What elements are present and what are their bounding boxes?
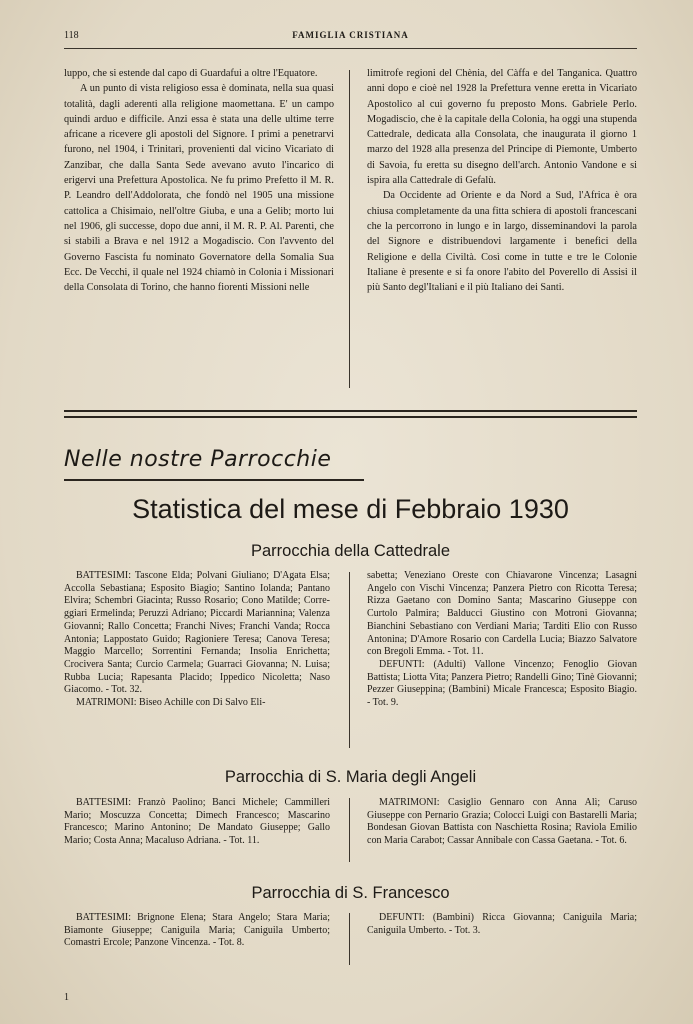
column-divider [349,572,350,748]
parish-title: Parrocchia di S. Francesco [251,884,450,902]
article-left-column [64,66,334,295]
parish-entry: BATTESIMI: Brignone Elena; Stara Angelo; Stara Maria; Biamonte Giuseppe; Caniguila Maria; Caniguila Umberto; Comastri Ercole; Panzone Vincenza. - Tot. 8. [64,912,330,949]
statistics-title: Statistica del mese di Febbraio 1930 [132,494,569,524]
section-heading-underline [64,479,364,481]
parish-right-column [367,570,637,710]
running-title: FAMIGLIA CRISTIANA [292,30,409,40]
parish-entry: DEFUNTI: (Bambini) Ricca Giovanna; Caniguila Maria; Caniguila Umberto. - Tot. 3. [367,912,637,936]
column-divider [349,798,350,862]
parish-entry: BATTESIMI: Tascone Elda; Polvani Giuliano; D'Agata Elsa; Accolla Sebastiana; Esposito Biagio; Santino Iolanda; Pantano Elvira; Schembri Giacinta; Russo Rosario; Cono Matilde; Correggiari Ermelinda; Peruzzi Adriano; Piccardi Mariannina; Valenza Giovanni; Rallo Concetta; Franchi Nives; Franchi Vanda; Rocca Antonia; Lappostato Guido; Ragioniere Teresa; Canova Teresa; Maggio Marcello; Sorrentini Fernanda; Insolia Enrichetta; Crocivera Santa; Curcio Carmela; Guarraci Giovanna; N. Luisa; Rubba Lucia; Rapesanta Placido; Ippedico Nicoletta; Naso Giacomo. - Tot. 32. [64,570,330,696]
parish-title: Parrocchia di S. Maria degli Angeli [224,768,477,786]
header-rule [64,48,637,49]
parish-left-column [64,912,330,950]
parish-entry: MATRIMONI: Casiglio Gennaro con Anna Alì; Caruso Giuseppe con Pernario Grazia; Colocci Luigi con Bastarelli Maria; Bondesan Giovan Battista con Naschietta Rosina; Raviola Emilio con Maria Carabot; Cassar Annibale con Cassa Gaetana. - Tot. 6. [367,797,637,847]
parish-left-column [64,797,330,848]
column-divider [349,70,350,388]
parish-title: Parrocchia della Cattedrale [250,542,451,560]
article-paragraph: luppo, che si estende dal capo di Guardafui a oltre l'Equatore. [64,68,318,79]
parish-entry: sabetta; Veneziano Oreste con Chiavarone Vincenza; Lasagni Angelo con Vischi Vincenza; Panzera Pietro con Ricotta Teresa; Rizza Gaetano con Domino Santa; Mascarino Giuseppe con Curtolo Palmira; Balducci Giustino con Motroni Giovanna; Bianchini Sebastiano con Verdiani Maria; Tarditi Elio con Russo Antonina; D'Amore Rosario con Cardella Lucia; Biazzo Salvatore con Bregoli Emma. - Tot. 11. [367,570,637,658]
parish-left-column [64,570,330,710]
section-heading: Nelle nostre Parrocchie [64,447,332,472]
running-header [64,30,637,44]
parish-right-column [367,912,637,937]
footer-mark: 1 [64,992,69,1003]
column-divider [349,913,350,965]
article-paragraph: Da Occidente ad Oriente e da Nord a Sud, l'Africa è ora chiusa completamente da una fitta schiera di apostoli francescani che la percorrono in lungo e in largo, disseminandovi la parola del Signore e distribuendovi largamente i benefici della Religione e della Civiltà. Così come in tutte e tre le Colonie Italiane è presente e si fa onore l'abito del Poverello di Assisi il più Santo degl'Italiani e il più Italiano dei Santi. [367,190,637,294]
parish-entry: MATRIMONI: Biseo Achille con Di Salvo Eli- [76,697,266,709]
page-number: 118 [64,30,79,41]
section-double-rule [64,410,637,418]
parish-right-column [367,797,637,848]
article-right-column [367,66,637,295]
article-paragraph: limitrofe regioni del Chènia, del Càffa e del Tanganica. Quattro anni dopo e cioè nel 1928 la Prefettura venne eretta in Vicariato Apostolico al cui governo fu preposto Mons. Gabriele Perlo. Mogadiscio, che è la capitale della Colonia, ha oggi una stupenda Cattedrale, dedicata alla Consolata, che inaugurata il giorno 1 marzo del 1928 alla presenza del Principe di Piemonte, Umberto di Savoia, fu eretta su disegno dell'arch. Antonio Vandone e si ispira alla Cattedrale di Gefalù. [367,68,637,187]
article-paragraph: A un punto di vista religioso essa è dominata, nella sua quasi totalità, dagli aderenti alla religione maomettana. E' un campo quindi arduo e difficile. Anzi essa è stata una delle ultime terre africane a ricevere gli apostoli del Signore. I primi a penetrarvi furono, nel 1904, i Trinitari, provenienti dal vicino Vicariato di Zanzibar, che dalla Santa Sede avevano avuto l'incarico di erigervi una Prefettura Apostolica. Ne fu primo Prefetto il M. R. P. Leandro dell'Addolorata, che fondò nel 1905 una missione cattolica a Chisimaio, nell'oltre Giuba, e una a Gelib; morto lui nel 1906, gli successe, dopo due anni, il M. R. P. Al. Parenti, che si stabilì a Brava e nel 1912 a Mogadiscio. Con l'avvento del Governo Fascista fu nominato Governatore della Somalia Sua Ecc. De Vecchi, il quale nel 1924 chiamò in Colonia i Missionari della Consolata di Torino, che hanno fiorenti Missioni nelle [64,83,334,294]
parish-entry: DEFUNTI: (Adulti) Vallone Vincenzo; Fenoglio Giovan Battista; Liotta Vita; Panzera Pietro; Randelli Gino; Tinè Giovanni; Pezzer Giuseppina; (Bambini) Micale Francesca; Esposito Biagio. - Tot. 9. [367,658,637,709]
parish-entry: BATTESIMI: Franzò Paolino; Banci Michele; Cammilleri Mario; Moscuzza Concetta; Dimech Francesco; Mascarino Francesco; Marino Antonino; De Mandato Giuseppe; Gallo Mario; Costa Anna; Macaluso Adriana. - Tot. 11. [64,797,330,847]
